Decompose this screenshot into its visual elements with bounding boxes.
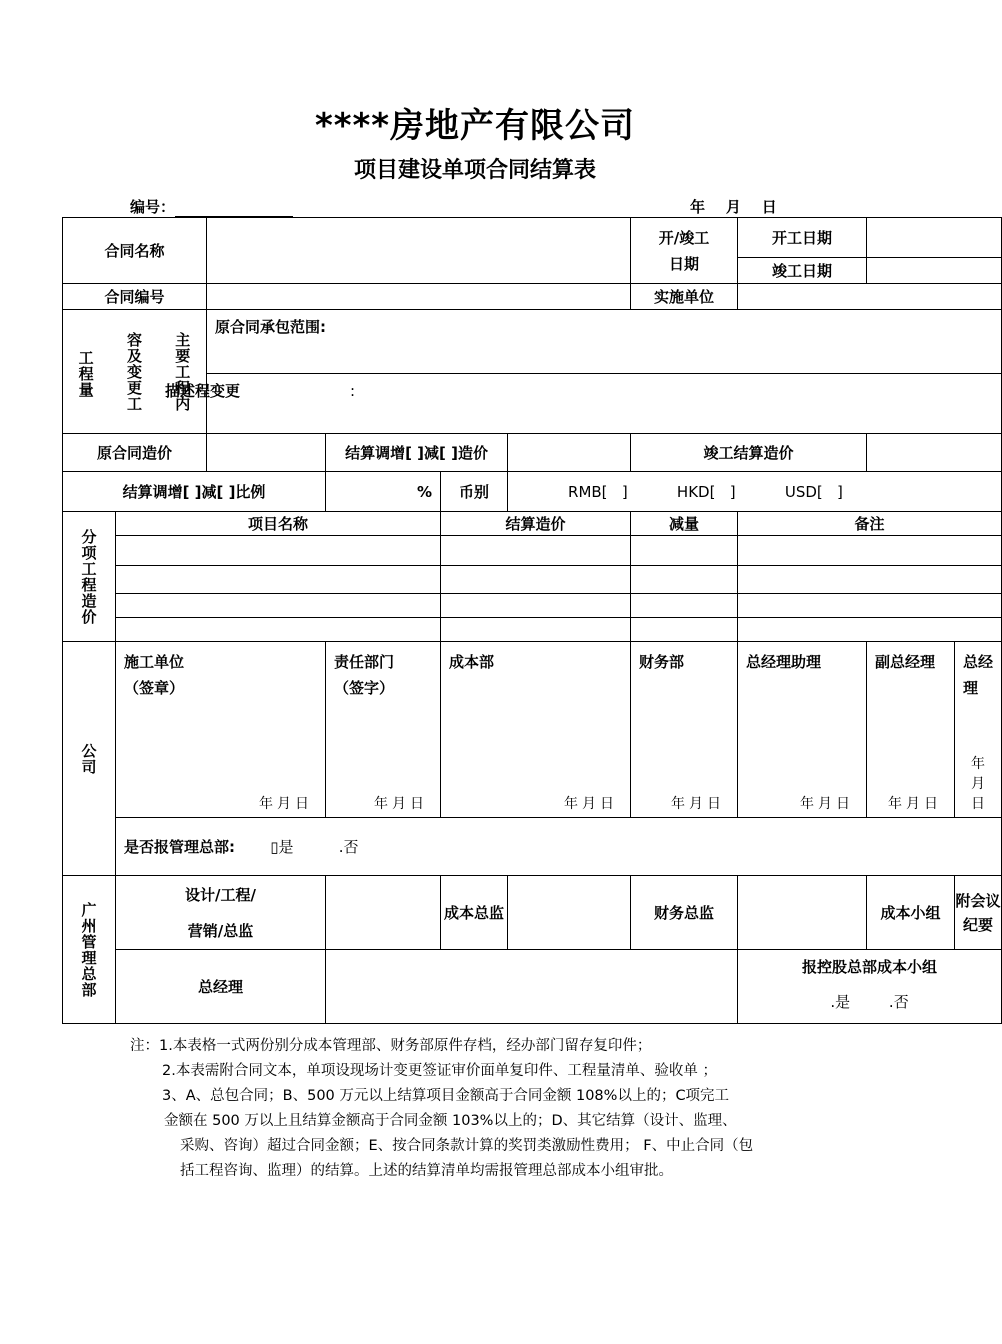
sign-cost-dept[interactable]: 成本部 年月日 bbox=[441, 642, 631, 818]
original-scope-field[interactable]: 原合同承包范围: bbox=[207, 310, 1002, 374]
holding-yes-checkbox[interactable]: .是 bbox=[830, 993, 851, 1011]
hkd-option[interactable]: HKD[ ] bbox=[676, 482, 736, 501]
col-note: 备注 bbox=[738, 512, 1002, 536]
open-close-date-label: 开/竣工 日期 bbox=[631, 218, 738, 284]
change-desc-field[interactable]: 描述程变更 : bbox=[207, 374, 1002, 434]
currency-options bbox=[508, 472, 1002, 512]
start-date-field[interactable] bbox=[867, 218, 1002, 258]
ratio-percent[interactable]: % bbox=[326, 472, 441, 512]
report-hq-question: 是否报管理总部: bbox=[124, 838, 235, 856]
holding-no-checkbox[interactable]: .否 bbox=[888, 993, 909, 1011]
table-row bbox=[63, 536, 1002, 566]
note-line: 采购、咨询）超过合同金额；E、按合同条款计算的奖罚类激励性费用； F、中止合同（包 bbox=[180, 1138, 754, 1154]
contract-name-field[interactable] bbox=[207, 218, 631, 284]
date-label: 年 月 日 bbox=[690, 198, 777, 216]
item-name-cell[interactable] bbox=[116, 594, 441, 618]
design-director-field[interactable] bbox=[326, 876, 441, 950]
finance-director-field[interactable] bbox=[738, 876, 867, 950]
item-name-cell[interactable] bbox=[116, 566, 441, 594]
final-price-field[interactable] bbox=[867, 434, 1002, 472]
orig-price-label: 原合同造价 bbox=[63, 434, 207, 472]
col-settle-price: 结算造价 bbox=[441, 512, 631, 536]
attach-minutes-label: 附会议 纪要 bbox=[955, 876, 1002, 950]
usd-option[interactable]: USD[ ] bbox=[784, 482, 843, 501]
item-price-cell[interactable] bbox=[441, 536, 631, 566]
currency-label: 币别 bbox=[441, 472, 508, 512]
gm-label: 总经理 bbox=[116, 950, 326, 1024]
item-qty-cell[interactable] bbox=[631, 536, 738, 566]
company-title: ****房地产有限公司 bbox=[314, 106, 636, 146]
item-price-cell[interactable] bbox=[441, 618, 631, 642]
cost-director-label: 成本总监 bbox=[441, 876, 508, 950]
sign-finance-dept[interactable]: 财务部 年月日 bbox=[631, 642, 738, 818]
table-row bbox=[63, 566, 1002, 594]
item-name-cell[interactable] bbox=[116, 618, 441, 642]
sign-construction-unit[interactable]: 施工单位 （签章） 年月日 bbox=[116, 642, 326, 818]
sign-gm[interactable]: 总经理 年月日 bbox=[955, 642, 1002, 818]
item-price-cell[interactable] bbox=[441, 594, 631, 618]
table-row bbox=[63, 618, 1002, 642]
sign-resp-dept[interactable]: 责任部门 （签字） 年月日 bbox=[326, 642, 441, 818]
sign-deputy-gm[interactable]: 副总经理 年月日 bbox=[867, 642, 955, 818]
finance-director-label: 财务总监 bbox=[631, 876, 738, 950]
adjust-price-field[interactable] bbox=[508, 434, 631, 472]
gm-field[interactable] bbox=[326, 950, 738, 1024]
end-date-label: 竣工日期 bbox=[738, 258, 867, 284]
end-date-field[interactable] bbox=[867, 258, 1002, 284]
impl-unit-field[interactable] bbox=[738, 284, 1002, 310]
contract-no-label: 合同编号 bbox=[63, 284, 207, 310]
split-side-label: 分项工程造价 bbox=[63, 512, 116, 642]
settlement-table bbox=[62, 217, 1002, 1024]
note-line: 3、A、总包合同；B、500 万元以上结算项目金额高于合同金额 108%以上的；C项完工 bbox=[162, 1088, 730, 1104]
note-line: 金额在 500 万以上且结算金额高于合同金额 103%以上的；D、其它结算（设计、监理、 bbox=[164, 1113, 737, 1129]
col-quantity: 减量 bbox=[631, 512, 738, 536]
report-holding-hq: 报控股总部成本小组 .是 .否 bbox=[738, 950, 1002, 1024]
cost-director-field[interactable] bbox=[508, 876, 631, 950]
item-qty-cell[interactable] bbox=[631, 566, 738, 594]
note-line: 2.本表需附合同文本，单项设现场计变更签证审价面单复印件、工程量清单、验收单 ； bbox=[162, 1063, 717, 1079]
item-note-cell[interactable] bbox=[738, 594, 1002, 618]
item-qty-cell[interactable] bbox=[631, 594, 738, 618]
number-field[interactable] bbox=[175, 202, 293, 217]
start-date-label: 开工日期 bbox=[738, 218, 867, 258]
gz-side-label: 广州管理总部 bbox=[63, 876, 116, 1024]
table-row bbox=[63, 594, 1002, 618]
final-price-label: 竣工结算造价 bbox=[631, 434, 867, 472]
scope-side-label: 工程量 容及变更工 主要工程内 bbox=[63, 310, 207, 434]
orig-price-field[interactable] bbox=[207, 434, 326, 472]
sign-gm-assistant[interactable]: 总经理助理 年月日 bbox=[738, 642, 867, 818]
design-director-label: 设计/工程/ 营销/总监 bbox=[116, 876, 326, 950]
note-line: 注：1.本表格一式两份别分成本管理部、财务部原件存档，经办部门留存复印件； bbox=[130, 1038, 652, 1054]
report-no-checkbox[interactable]: .否 bbox=[338, 838, 359, 856]
contract-name-label: 合同名称 bbox=[63, 218, 207, 284]
item-price-cell[interactable] bbox=[441, 566, 631, 594]
item-note-cell[interactable] bbox=[738, 536, 1002, 566]
report-hq-row bbox=[116, 818, 1002, 876]
rmb-option[interactable]: RMB[ ] bbox=[568, 482, 628, 501]
note-line: 括工程咨询、监理）的结算。上述的结算清单均需报管理总部成本小组审批。 bbox=[180, 1163, 673, 1179]
form-title: 项目建设单项合同结算表 bbox=[353, 158, 596, 183]
item-name-cell[interactable] bbox=[116, 536, 441, 566]
adjust-price-label: 结算调增[ ]减[ ]造价 bbox=[326, 434, 508, 472]
impl-unit-label: 实施单位 bbox=[631, 284, 738, 310]
adjust-ratio-label: 结算调增[ ]减[ ]比例 bbox=[63, 472, 326, 512]
cost-group-label: 成本小组 bbox=[867, 876, 955, 950]
item-note-cell[interactable] bbox=[738, 618, 1002, 642]
notes bbox=[130, 1034, 850, 1184]
item-note-cell[interactable] bbox=[738, 566, 1002, 594]
item-qty-cell[interactable] bbox=[631, 618, 738, 642]
company-side-label: 公司 bbox=[63, 642, 116, 876]
report-yes-checkbox[interactable]: ▯是 bbox=[270, 838, 294, 856]
col-item-name: 项目名称 bbox=[116, 512, 441, 536]
contract-no-field[interactable] bbox=[207, 284, 631, 310]
number-label: 编号： bbox=[130, 196, 293, 217]
